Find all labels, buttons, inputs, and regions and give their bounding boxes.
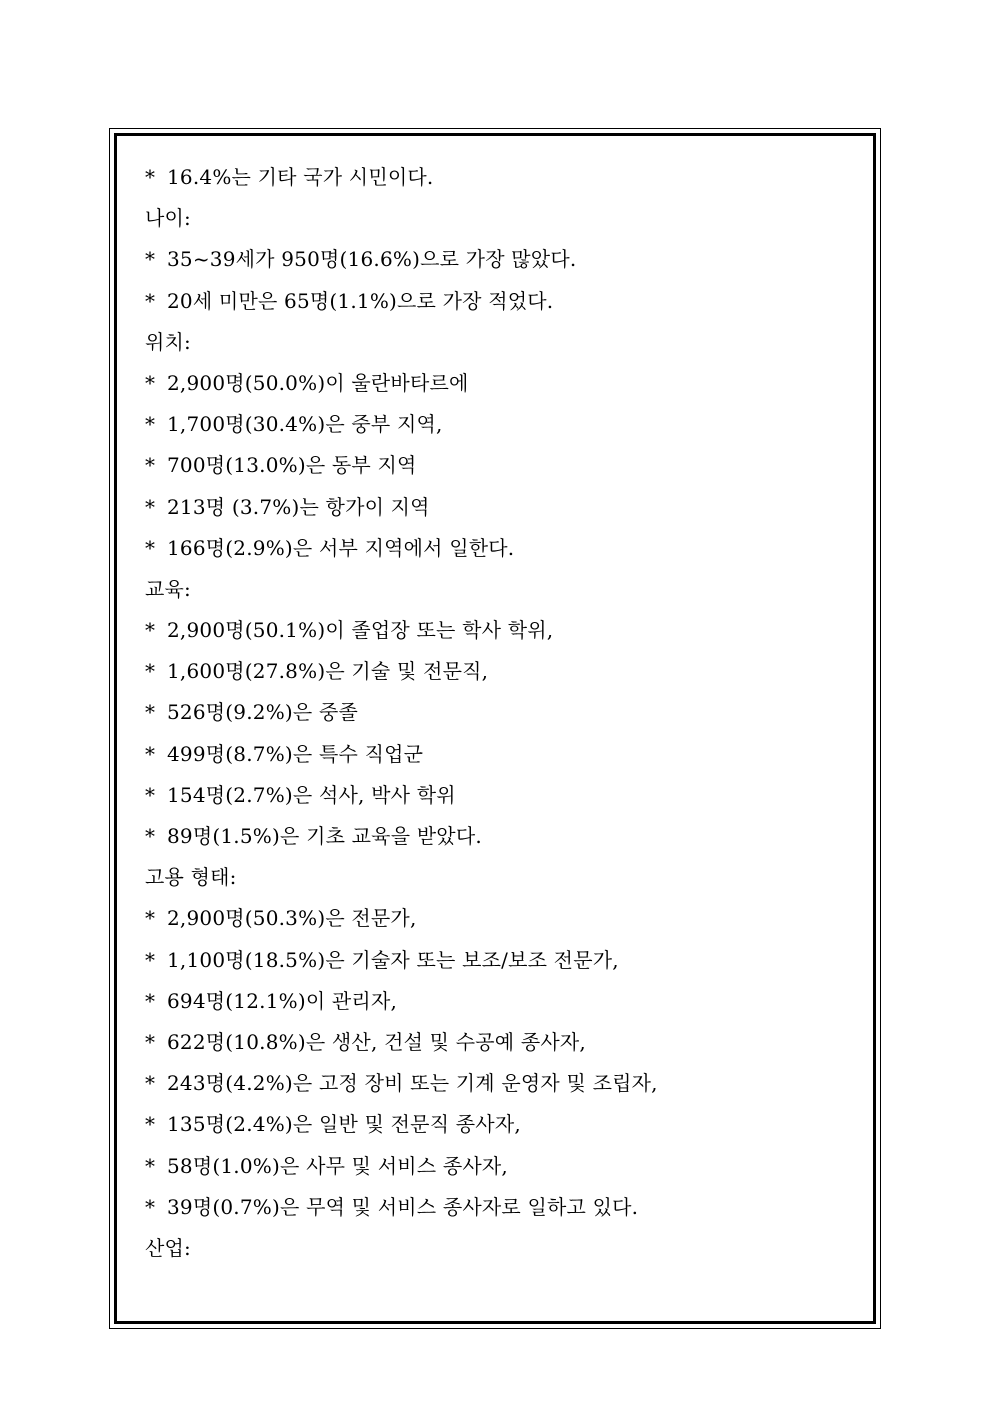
bullet-item bbox=[145, 651, 865, 692]
bullet-text: 243명(4.2%)은 고정 장비 또는 기계 운영자 및 조립자, bbox=[167, 1071, 658, 1096]
bullet-text: 622명(10.8%)은 생산, 건설 및 수공예 종사자, bbox=[167, 1029, 586, 1054]
bullet-text: 16.4%는 기타 국가 시민이다. bbox=[167, 165, 434, 189]
bullet-item bbox=[145, 734, 865, 775]
bullet-text: 135명(2.4%)은 일반 및 전문직 종사자, bbox=[167, 1112, 521, 1137]
bullet-item bbox=[145, 1104, 865, 1145]
bullet-item bbox=[145, 816, 865, 857]
bullet-marker: * bbox=[145, 659, 156, 684]
bullet-marker: * bbox=[145, 1194, 156, 1219]
bullet-item bbox=[145, 404, 865, 445]
bullet-text: 1,700명(30.4%)은 중부 지역, bbox=[167, 412, 443, 437]
section-heading: 나이: bbox=[145, 206, 191, 231]
bullet-text: 1,600명(27.8%)은 기술 및 전문직, bbox=[167, 659, 489, 684]
text-box-content bbox=[145, 157, 865, 1269]
bullet-item bbox=[145, 528, 865, 569]
bullet-marker: * bbox=[145, 165, 156, 189]
bullet-item bbox=[145, 775, 865, 816]
bullet-text: 2,900명(50.0%)이 울란바타르에 bbox=[167, 370, 469, 395]
bullet-marker: * bbox=[145, 453, 156, 478]
bullet-text: 166명(2.9%)은 서부 지역에서 일한다. bbox=[167, 535, 515, 560]
bullet-text: 526명(9.2%)은 중졸 bbox=[167, 700, 359, 725]
section-heading: 위치: bbox=[145, 329, 191, 354]
bullet-item bbox=[145, 281, 865, 322]
bullet-item bbox=[145, 940, 865, 981]
bullet-item bbox=[145, 445, 865, 486]
bullet-item bbox=[145, 239, 865, 280]
bullet-item bbox=[145, 487, 865, 528]
bullet-item bbox=[145, 692, 865, 733]
bullet-marker: * bbox=[145, 988, 156, 1013]
bullet-item bbox=[145, 1063, 865, 1104]
bullet-text: 2,900명(50.3%)은 전문가, bbox=[167, 906, 417, 931]
bullet-marker: * bbox=[145, 824, 156, 848]
bullet-item bbox=[145, 610, 865, 651]
bullet-item bbox=[145, 363, 865, 404]
bullet-marker: * bbox=[145, 1071, 156, 1096]
bullet-marker: * bbox=[145, 618, 156, 643]
bullet-marker: * bbox=[145, 1112, 156, 1137]
bullet-text: 213명 (3.7%)는 항가이 지역 bbox=[167, 494, 430, 519]
bullet-text: 39명(0.7%)은 무역 및 서비스 종사자로 일하고 있다. bbox=[167, 1194, 639, 1219]
bullet-marker: * bbox=[145, 412, 156, 437]
bullet-marker: * bbox=[145, 288, 156, 313]
section-heading: 고용 형태: bbox=[145, 865, 237, 890]
bullet-marker: * bbox=[145, 1153, 156, 1178]
bullet-marker: * bbox=[145, 1029, 156, 1054]
bullet-text: 694명(12.1%)이 관리자, bbox=[167, 988, 398, 1013]
bullet-text: 154명(2.7%)은 석사, 박사 학위 bbox=[167, 782, 456, 807]
bullet-text: 2,900명(50.1%)이 졸업장 또는 학사 학위, bbox=[167, 618, 554, 643]
bullet-text: 89명(1.5%)은 기초 교육을 받았다. bbox=[167, 824, 482, 848]
bullet-marker: * bbox=[145, 370, 156, 395]
bullet-marker: * bbox=[145, 700, 156, 725]
bullet-item bbox=[145, 898, 865, 939]
bullet-item bbox=[145, 1022, 865, 1063]
bullet-item bbox=[145, 1187, 865, 1228]
bullet-marker: * bbox=[145, 782, 156, 807]
bullet-text: 700명(13.0%)은 동부 지역 bbox=[167, 453, 417, 478]
bullet-marker: * bbox=[145, 535, 156, 560]
section-heading: 교육: bbox=[145, 576, 191, 601]
bullet-text: 58명(1.0%)은 사무 및 서비스 종사자, bbox=[167, 1153, 508, 1178]
bullet-text: 35~39세가 950명(16.6%)으로 가장 많았다. bbox=[167, 247, 577, 272]
bullet-text: 1,100명(18.5%)은 기술자 또는 보조/보조 전문가, bbox=[167, 947, 619, 972]
bullet-item bbox=[145, 1146, 865, 1187]
bullet-marker: * bbox=[145, 247, 156, 272]
bullet-text: 499명(8.7%)은 특수 직업군 bbox=[167, 741, 424, 766]
bullet-marker: * bbox=[145, 741, 156, 766]
bullet-marker: * bbox=[145, 494, 156, 519]
bullet-text: 20세 미만은 65명(1.1%)으로 가장 적었다. bbox=[167, 288, 554, 313]
bullet-marker: * bbox=[145, 906, 156, 931]
section-heading: 산업: bbox=[145, 1235, 191, 1260]
bullet-marker: * bbox=[145, 947, 156, 972]
bullet-item bbox=[145, 157, 865, 198]
bullet-item bbox=[145, 981, 865, 1022]
